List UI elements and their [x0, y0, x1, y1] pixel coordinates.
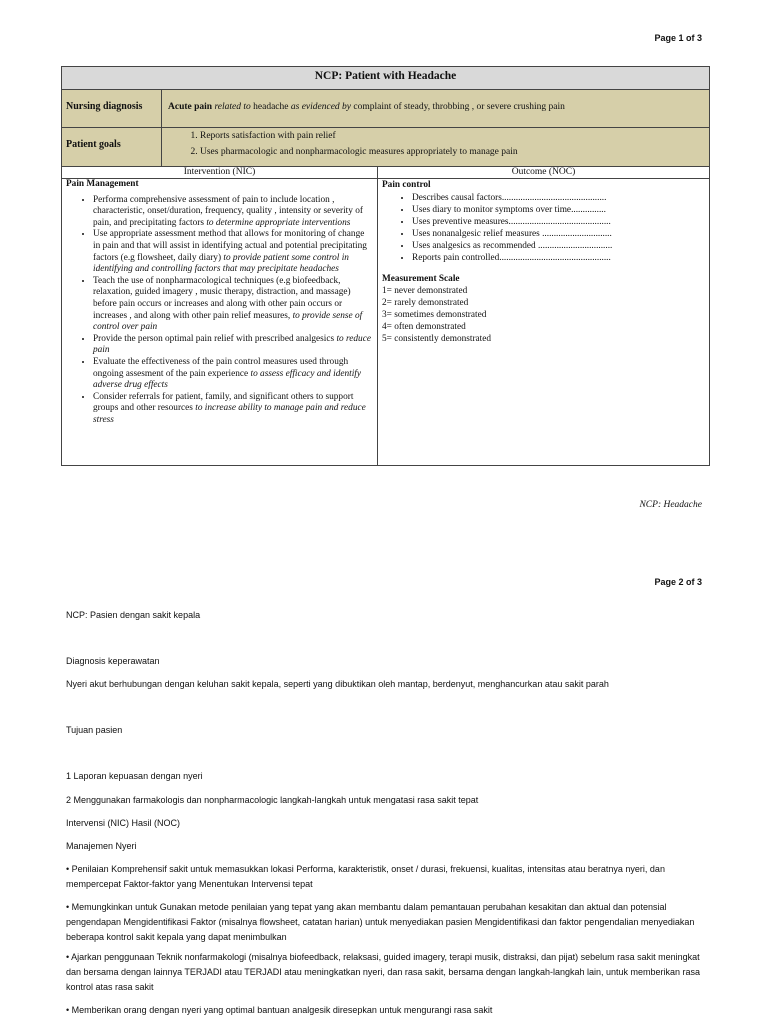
- intervention-item: • Performa comprehensive assessment of pain to include location , characteristic, onset/duration, frequency, quality , intensity or severity of pain, and precipitating factors to determine appropriate interventions: [93, 195, 373, 230]
- column-headers: [62, 167, 709, 179]
- intervention-column: [62, 179, 378, 465]
- management-heading: Manajemen Nyeri: [66, 841, 137, 851]
- col-outcome: Outcome (NOC): [511, 167, 576, 177]
- scale-item: 4= often demonstrated: [382, 322, 466, 332]
- page-number: Page 2 of 3: [654, 577, 702, 587]
- goal-item: 2 Menggunakan farmakologis dan nonpharmacologic langkah-langkah untuk mengatasi rasa sakit tepat: [66, 795, 479, 805]
- outcome-item: • Uses analgesics as recommended ................................: [412, 240, 705, 252]
- table-title: NCP: Patient with Headache: [62, 67, 709, 90]
- bullet-item: • Memungkinkan untuk Gunakan metode penilaian yang tepat yang akan membantu dalam pemantauan perubahan kesakitan dan aktual dan potensial pengendapan Mengidentifikasi Faktor (misalnya flowsheet, catatan harian) untuk menyediakan pasien Mengidentifikasi dan faktor pengendalian menyediakan beberapa kontrol sakit kepala yang dapat menimbulkan: [66, 902, 695, 942]
- outcome-column: [378, 179, 709, 465]
- outcome-item: • Uses preventive measures............................................: [412, 216, 705, 228]
- intervention-item: • Provide the person optimal pain relief with prescribed analgesics to reduce pain: [93, 334, 373, 357]
- nd-related: related to: [212, 102, 254, 112]
- bullet-item: • Memberikan orang dengan nyeri yang optimal bantuan analgesik diresepkan untuk mengurangi rasa sakit: [66, 1005, 493, 1015]
- pain-control-heading: Pain control: [382, 180, 431, 190]
- outcome-item: • Reports pain controlled................................................: [412, 252, 705, 264]
- nursing-diagnosis-label: Nursing diagnosis: [62, 90, 162, 127]
- col-intervention: Intervention (NIC): [62, 167, 378, 178]
- scale-item: 5= consistently demonstrated: [382, 334, 492, 344]
- nd-bold: Acute pain: [168, 102, 213, 112]
- column-headers: Intervensi (NIC) Hasil (NOC): [66, 818, 181, 828]
- nursing-diagnosis-text: [162, 90, 709, 127]
- ncp-table: [61, 66, 710, 466]
- goal-item: 1 Laporan kepuasan dengan nyeri: [66, 771, 203, 781]
- measurement-scale-heading: Measurement Scale: [382, 274, 460, 284]
- intervention-item: • Use appropriate assessment method that allows for monitoring of change in pain and that will assist in identifying actual and potential precipitating factors (e.g flowsheet, daily diary) to provide patient some control in identifying and controlling factors that may precipitate headaches: [93, 229, 373, 275]
- outcome-item: • Uses nonanalgesic relief measures ..............................: [412, 228, 705, 240]
- intervention-item: • Consider referrals for patient, family, and significant others to support groups and other resources to increase ability to manage pain and reduce stress: [93, 392, 373, 427]
- scale-item: 1= never demonstrated: [382, 286, 468, 296]
- page2-title: NCP: Pasien dengan sakit kepala: [66, 610, 201, 620]
- nd-evidenced: as evidenced by: [288, 102, 354, 112]
- nursing-diagnosis-row: [62, 90, 709, 128]
- goals-label: Tujuan pasien: [66, 725, 123, 735]
- intervention-item: • Evaluate the effectiveness of the pain control measures used through ongoing assesment of the pain experience to assess efficacy and identify adverse drug effects: [93, 357, 373, 392]
- bullet-item: • Ajarkan penggunaan Teknik nonfarmakologi (misalnya biofeedback, relaksasi, guided imagery, terapi musik, distraksi, dan pijat) sebelum rasa sakit meningkat dan bersama dengan lainnya TERJADI atau TERJADI atau meningkatkan nyeri, dan rasa sakit, bersama dengan langkah-langkah lain, untuk memberikan rasa kontrol atas rasa sakit: [66, 952, 701, 992]
- page-footer: NCP: Headache: [639, 500, 702, 510]
- nd-evidence: complaint of steady, throbbing , or severe crushing pain: [353, 102, 565, 112]
- bullet-item: • Penilaian Komprehensif sakit untuk memasukkan lokasi Performa, karakteristik, onset / durasi, frekuensi, kualitas, intensitas atau beratnya nyeri, dan mempercepat Faktor-faktor yang Menentukan Intervensi tepat: [66, 864, 665, 889]
- scale-item: 3= sometimes demonstrated: [382, 310, 487, 320]
- nd-cause: headache: [253, 102, 289, 112]
- table-body: [62, 179, 709, 465]
- goal-item: 1. Reports satisfaction with pain relief: [200, 131, 709, 142]
- intervention-item: • Teach the use of nonpharmacological techniques (e.g biofeedback, relaxation, guided imagery , music therapy, distraction, and massage) before pain occurs or increases and along with other pain occurs or increases , and along with other pain relief measures, to provide sense of control over pain: [93, 276, 373, 334]
- outcome-item: • Describes causal factors.............................................: [412, 192, 705, 204]
- pain-management-heading: Pain Management: [66, 179, 139, 189]
- page-number: Page 1 of 3: [654, 33, 702, 43]
- patient-goals-label: Patient goals: [62, 128, 162, 166]
- scale-item: 2= rarely demonstrated: [382, 298, 469, 308]
- diagnosis-text: Nyeri akut berhubungan dengan keluhan sakit kepala, seperti yang dibuktikan oleh mantap, berdenyut, menghancurkan atau sakit parah: [66, 679, 609, 689]
- outcome-item: • Uses diary to monitor symptoms over time...............: [412, 204, 705, 216]
- patient-goals-row: [62, 128, 709, 167]
- goal-item: 2. Uses pharmacologic and nonpharmacologic measures appropriately to manage pain: [200, 147, 709, 158]
- patient-goals: [162, 128, 709, 166]
- diagnosis-label: Diagnosis keperawatan: [66, 656, 160, 666]
